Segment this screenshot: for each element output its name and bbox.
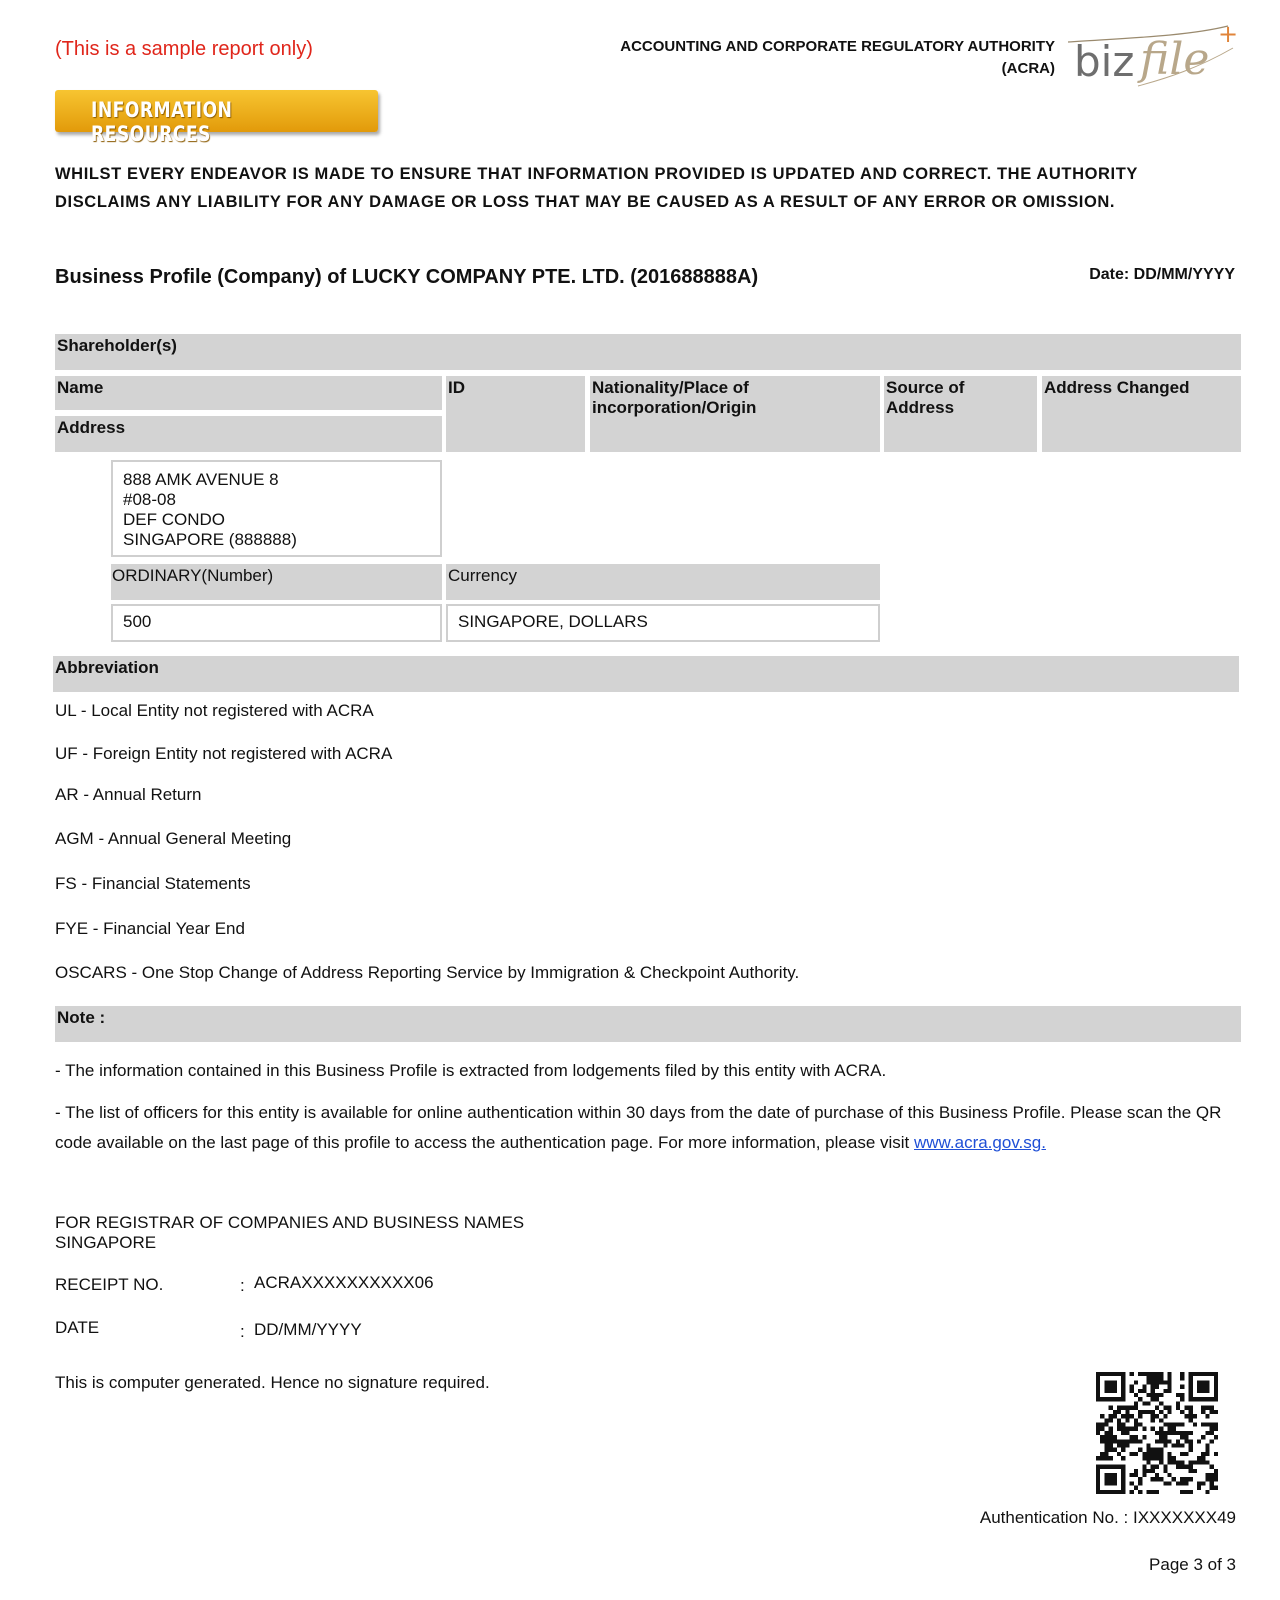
col-header-source-of-address: Source of Address (884, 376, 1037, 452)
share-type-header: ORDINARY(Number) (111, 564, 442, 600)
col-header-address: Address (55, 416, 442, 452)
disclaimer: WHILST EVERY ENDEAVOR IS MADE TO ENSURE THAT INFORMATION PROVIDED IS UPDATED AND CORRECT. THE AUTHORITY DISCLAIMS ANY LIABILITY FOR ANY DAMAGE OR LOSS THAT MAY BE CAUSED AS A RESULT OF ANY ERROR OR OMISSION. (55, 165, 1138, 211)
acra-website-link[interactable]: www.acra.gov.sg. (914, 1133, 1046, 1152)
address-line-2: #08-08 (123, 490, 176, 509)
abbreviation-item: AR - Annual Return (55, 785, 202, 804)
authentication-number (980, 1508, 1236, 1528)
logo-plus-icon: + (1218, 20, 1239, 48)
auth-value: IXXXXXXX49 (1132, 1508, 1236, 1527)
share-currency: SINGAPORE, DOLLARS (446, 604, 880, 642)
col-header-name: Name (55, 376, 442, 410)
receipt-value: ACRAXXXXXXXXXX06 (254, 1273, 434, 1292)
abbreviation-item: FYE - Financial Year End (55, 919, 245, 938)
currency-header: Currency (446, 564, 880, 600)
registrar-line-1: FOR REGISTRAR OF COMPANIES AND BUSINESS NAMES (55, 1213, 525, 1232)
logo-biz-text: biz (1074, 37, 1135, 86)
col-header-address-changed: Address Changed (1042, 376, 1241, 452)
receipt-label: RECEIPT NO. (55, 1275, 164, 1294)
date-value: DD/MM/YYYY (254, 1320, 362, 1339)
bizfile-logo (1068, 18, 1268, 98)
col-header-id: ID (446, 376, 585, 452)
receipt-colon: : (240, 1276, 245, 1295)
abbreviation-section-header: Abbreviation (53, 656, 1239, 692)
logo-file-text: file (1140, 34, 1210, 85)
address-line-1: 888 AMK AVENUE 8 (123, 470, 279, 489)
address-line-4: SINGAPORE (888888) (123, 530, 297, 549)
abbreviation-item: OSCARS - One Stop Change of Address Reporting Service by Immigration & Checkpoint Authority. (55, 963, 800, 982)
col-header-nationality: Nationality/Place of incorporation/Origin (590, 376, 880, 452)
authority-title (620, 36, 1055, 80)
date-colon: : (240, 1322, 245, 1341)
qr-code[interactable] (1090, 1372, 1224, 1494)
auth-label: Authentication No. : (979, 1508, 1129, 1527)
registrar-line-2: SINGAPORE (55, 1233, 157, 1252)
shareholders-section-header: Shareholder(s) (55, 334, 1241, 370)
banner-label: INFORMATION RESOURCES (91, 98, 233, 146)
note-line-2 (55, 1098, 1240, 1158)
computer-generated-note: This is computer generated. Hence no signature required. (55, 1373, 490, 1392)
abbreviation-item: AGM - Annual General Meeting (55, 829, 292, 848)
shareholder-address (111, 460, 442, 557)
registrar-block (55, 1213, 524, 1253)
abbreviation-item: UL - Local Entity not registered with ACRA (55, 701, 374, 720)
page-title: Business Profile (Company) of LUCKY COMPANY PTE. LTD. (201688888A) (55, 266, 759, 288)
address-line-3: DEF CONDO (123, 510, 225, 529)
note-line-1: - The information contained in this Business Profile is extracted from lodgements filed by this entity with ACRA. (55, 1061, 887, 1080)
note-section-header: Note : (55, 1006, 1241, 1042)
abbreviation-item: FS - Financial Statements (55, 874, 251, 893)
note-line-2-text: - The list of officers for this entity is available for online authentication within 30 days from the date of purchase of this Business Profile. Please scan the QR code available on the last page of this profile to access the authentication page. For more information, please visit (55, 1103, 1222, 1152)
information-resources-banner (55, 90, 378, 146)
date-label: DATE (55, 1318, 100, 1337)
share-count: 500 (111, 604, 442, 642)
authority-line-1: ACCOUNTING AND CORPORATE REGULATORY AUTHORITY (620, 38, 1055, 55)
abbreviation-item: UF - Foreign Entity not registered with ACRA (55, 744, 393, 763)
sample-notice: (This is a sample report only) (55, 38, 313, 60)
page-number: Page 3 of 3 (1149, 1555, 1236, 1574)
report-date: Date: DD/MM/YYYY (1089, 266, 1235, 283)
authority-line-2: (ACRA) (1001, 60, 1055, 77)
